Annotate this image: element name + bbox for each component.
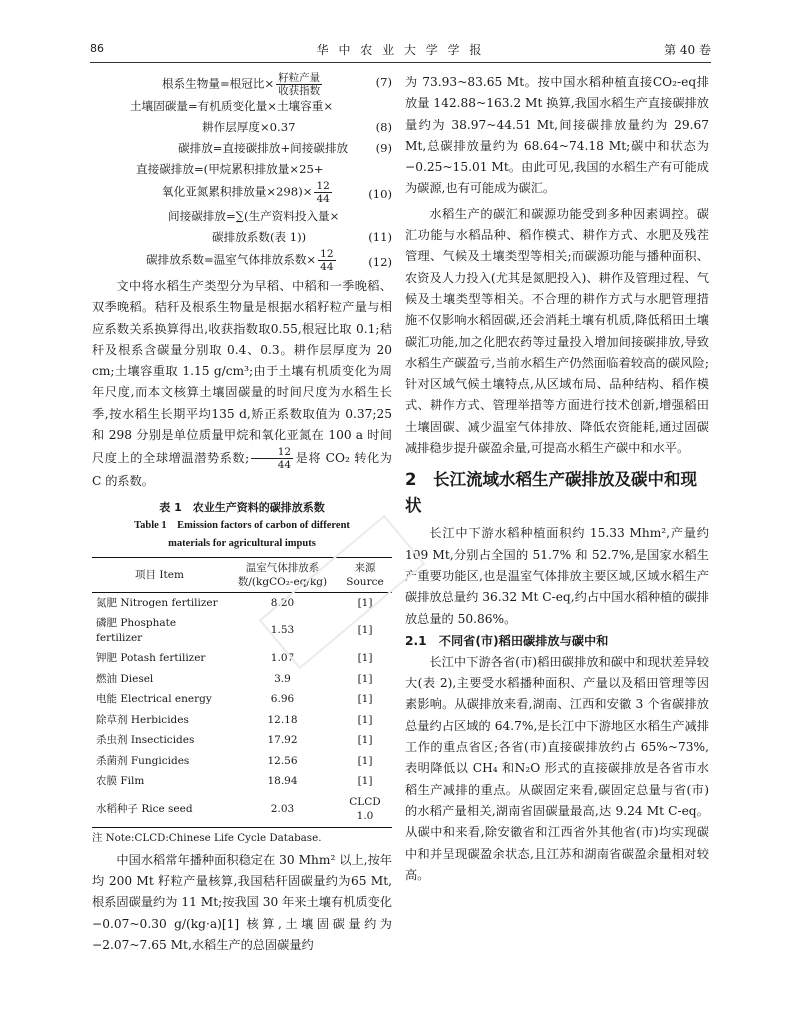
table-row: 水稻种子 Rice seed 2.03 CLCD 1.0 xyxy=(92,792,392,828)
table-row: 除草剂 Herbicides 12.18 [1] xyxy=(96,713,373,726)
table-header: 来源 Source xyxy=(338,557,392,592)
equation-7: 根系生物量=根冠比× $\frac{\text{籽粒产量}}{\text{收获指数}}$ (7) xyxy=(162,72,392,97)
equation-10-line-1: 直接碳排放=(甲烷累积排放量×25+ xyxy=(136,162,324,176)
journal-title: 华 中 农 业 大 学 学 报 xyxy=(316,43,485,57)
equation-11-line-1: 间接碳排放=∑(生产资料投入量× xyxy=(168,209,340,223)
fraction: $\frac{12}{44}$ xyxy=(316,180,330,205)
subsection-heading: 2.1 不同省(市)稻田碳排放与碳中和 xyxy=(405,633,609,648)
section-heading: 2 长江流域水稻生产碳排放及碳中和现状 xyxy=(405,470,697,516)
equation-11-line-2: 碳排放系数(表 1)) (11) xyxy=(212,230,392,244)
body-paragraph: 长江中下游各省(市)稻田碳排放和碳中和现状差异较大(表 2),主要受水稻播种面积、产量以及稻田管理等因素影响。从碳排放来看,湖南、江西和安徽 3 个省碳排放总量约占区域的 64.7%,是长江中下游地区水稻生产减排工作的重点省区;各省(市)直接碳排放约占 65%~73%,表明降低以 CH₄ 和N₂O 形式的直接碳排放是各省市水稻生产减排的重点。从碳固定来看,碳固定总量与省(市)的水稻产量相关,湖南省固碳量最高,达 9.24 Mt C-eq。从碳中和来看,除安徽省和江西省外其他省(市)均实现碳中和并呈现碳盈余状态,且江苏和湖南省碳盈余量相对较高。 xyxy=(405,654,709,882)
table-row: 燃油 Diesel 3.9 [1] xyxy=(96,672,373,685)
equation-10-line-2: 氧化亚氮累积排放量×298)× $\frac{12}{44}$ (10) xyxy=(162,180,392,205)
table-row: 农膜 Film 18.94 [1] xyxy=(96,775,373,788)
volume-label: 第 40 卷 xyxy=(664,43,711,57)
table-row: 杀虫剂 Insecticides 17.92 [1] xyxy=(96,734,373,747)
table-note: 注 Note:CLCD:Chinese Life Cycle Database. xyxy=(92,831,322,844)
fraction: $\frac{12}{44}$ xyxy=(320,248,334,273)
table-row: 氮肥 Nitrogen fertilizer 8.20 [1] xyxy=(96,596,373,609)
table-header: 温室气体排放系数/(kgCO₂-eq/kg) xyxy=(227,557,338,592)
equation-8-line-1: 土壤固碳量=有机质变化量×土壤容重× xyxy=(130,99,334,113)
right-column xyxy=(405,72,709,886)
table-row: 磷肥 Phosphate fertilizer 1.53 [1] xyxy=(96,617,373,644)
table-row: 杀菌剂 Fungicides 12.56 [1] xyxy=(96,754,373,767)
body-paragraph: 文中将水稻生产类型分为早稻、中稻和一季晚稻、双季晚稻。秸秆及根系生物量是根据水稻籽粒产量与相应系数关系换算得出,收获指数取0.55,根冠比取 0.1;秸秆及根系含碳量分别取 0.4、0.3。耕作层厚度为 20 cm;土壤容重取 1.15 g/cm³;由于土壤有机质变化为周年尺度,而本文核算土壤固碳量的时间尺度为水稻生长季,按水稻生长期平均135 d,矫正系数取值为 0.37;25 和 298 分别是单位质量甲烷和氧化亚氮在 100 a 时间尺度上的全球增温潜势系数; $\frac{12}{44}$ 是将 CO₂ 转化为 C 的系数。 xyxy=(92,279,392,489)
page-header xyxy=(90,40,711,63)
body-paragraph: 水稻生产的碳汇和碳源功能受到多种因素调控。碳汇功能与水稻品种、稻作模式、耕作方式、水肥及残茬管理、气候及土壤类型等相关;而碳源功能与播种面积、农资及人力投入(尤其是氮肥投入)、耕作及管理过程、气候及土壤类型等相关。不合理的耕作方式与水肥管理措施不仅影响水稻固碳,还会消耗土壤有机质,降低稻田土壤碳汇功能,加之化肥农药等过量投入增加间接碳排放,导致水稻生产碳盈亏,当前水稻生产仍然面临着较高的碳风险;针对区域气候土壤特点,从区域布局、品种结构、稻作模式、耕作方式、管理举措等方面进行技术创新,增强稻田土壤固碳、减少温室气体排放、降低农资能耗,通过固碳减排稳步提升碳盈余量,可提高水稻生产碳中和水平。 xyxy=(405,206,709,456)
fraction: $\frac{12}{44}$ xyxy=(251,446,293,471)
table-row: 钾肥 Potash fertilizer 1.07 [1] xyxy=(96,652,373,665)
page-number: 86 xyxy=(90,42,104,55)
table-caption-cn: 表 1 农业生产资料的碳排放系数 xyxy=(159,500,325,514)
body-paragraph: 长江中下游水稻种植面积约 15.33 Mhm²,产量约 109 Mt,分别占全国的 51.7% 和 52.7%,是国家水稻生产重要功能区,也是温室气体排放主要区域,区域水稻生产碳排放总量约 36.32 Mt C-eq,约占中国水稻种植的碳排放总量的 50.86%。 xyxy=(405,526,709,626)
table-header: 项目 Item xyxy=(92,557,227,592)
table-row: 电能 Electrical energy 6.96 [1] xyxy=(96,693,373,706)
equation-9: 碳排放=直接碳排放+间接碳排放 (9) xyxy=(178,141,392,155)
body-paragraph: 中国水稻常年播种面积稳定在 30 Mhm² 以上,按年均 200 Mt 籽粒产量核算,我国秸秆固碳量约为65 Mt,根系固碳量约为 11 Mt;按我国 30 年来土壤有机质变化 −0.07~0.30 g/(kg·a)[1] 核算,土壤固碳量约为 −2.07~7.65 Mt,水稻生产的总固碳量约 xyxy=(92,852,392,952)
left-column xyxy=(92,72,392,956)
equation-8-line-2: 耕作层厚度×0.37 (8) xyxy=(202,120,392,134)
equation-block xyxy=(92,72,392,276)
fraction: $\frac{\text{籽粒产量}}{\text{收获指数}}$ xyxy=(278,72,321,97)
table-caption-en: Table 1 Emission factors of carbon of different materials for agricultural imputs xyxy=(134,519,350,549)
equation-12: 碳排放系数=温室气体排放系数× $\frac{12}{44}$ (12) xyxy=(146,248,392,273)
body-paragraph: 为 73.93~83.65 Mt。按中国水稻种植直接CO₂-eq排放量 142.88~163.2 Mt 换算,我国水稻生产直接碳排放量约为 38.97~44.51 Mt,间接碳排放量约为 29.67 Mt,总碳排放量约为 68.64~74.18 Mt;碳中和状态为 −0.25~15.01 Mt。由此可见,我国的水稻生产有可能成为碳源,也有可能成为碳汇。 xyxy=(405,75,709,196)
